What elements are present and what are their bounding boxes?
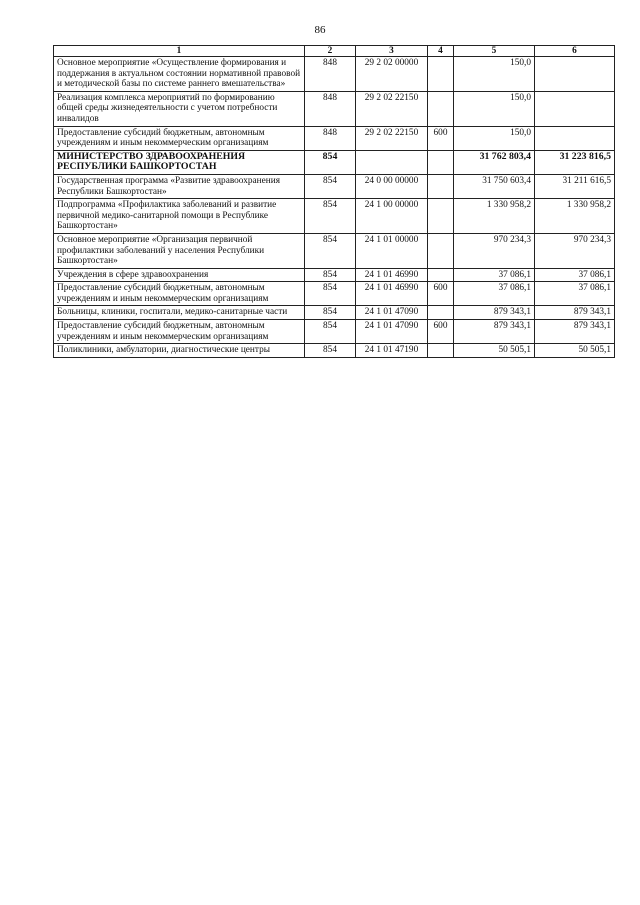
row-amount-year2-cell: [535, 57, 615, 92]
budget-table: [53, 45, 615, 358]
row-target-code-cell: [356, 150, 428, 174]
row-name-cell: Предоставление субсидий бюджетным, автономным учреждениям и иным некоммерческим организациям: [54, 282, 305, 306]
table-row: [54, 126, 615, 150]
column-header: 6: [535, 46, 615, 57]
row-amount-year1-cell: 150,0: [454, 91, 535, 126]
row-name-cell: Основное мероприятие «Осуществление формирования и поддержания в актуальном состоянии нормативной правовой и методической базы по системе раннего вмешательства»: [54, 57, 305, 92]
row-name-cell: Поликлиники, амбулатории, диагностические центры: [54, 344, 305, 358]
row-amount-year2-cell: [535, 126, 615, 150]
table-row: [54, 320, 615, 344]
row-name-cell: МИНИСТЕРСТВО ЗДРАВООХРАНЕНИЯ РЕСПУБЛИКИ БАШКОРТОСТАН: [54, 150, 305, 174]
row-amount-year1-cell: 37 086,1: [454, 268, 535, 282]
row-expense-type-cell: 600: [428, 126, 454, 150]
row-admin-code-cell: 854: [305, 344, 356, 358]
row-admin-code-cell: 848: [305, 57, 356, 92]
row-target-code-cell: 24 1 01 46990: [356, 282, 428, 306]
row-admin-code-cell: 854: [305, 268, 356, 282]
row-target-code-cell: 24 1 00 00000: [356, 199, 428, 234]
table-row: [54, 233, 615, 268]
row-amount-year1-cell: 50 505,1: [454, 344, 535, 358]
row-amount-year2-cell: [535, 91, 615, 126]
row-admin-code-cell: 848: [305, 91, 356, 126]
column-header: 3: [356, 46, 428, 57]
row-expense-type-cell: 600: [428, 320, 454, 344]
row-name-cell: Государственная программа «Развитие здравоохранения Республики Башкортостан»: [54, 174, 305, 198]
row-expense-type-cell: 600: [428, 282, 454, 306]
row-amount-year2-cell: 879 343,1: [535, 306, 615, 320]
column-header: 4: [428, 46, 454, 57]
table-row: [54, 91, 615, 126]
row-target-code-cell: 29 2 02 00000: [356, 57, 428, 92]
table-header-row: [54, 46, 615, 57]
row-name-cell: Предоставление субсидий бюджетным, автономным учреждениям и иным некоммерческим организациям: [54, 126, 305, 150]
table-row: [54, 174, 615, 198]
column-header: 2: [305, 46, 356, 57]
table-row: [54, 199, 615, 234]
row-expense-type-cell: [428, 306, 454, 320]
row-expense-type-cell: [428, 199, 454, 234]
row-amount-year1-cell: 150,0: [454, 57, 535, 92]
row-name-cell: Основное мероприятие «Организация первичной профилактики заболеваний у населения Республики Башкортостан»: [54, 233, 305, 268]
row-target-code-cell: 29 2 02 22150: [356, 126, 428, 150]
row-name-cell: Подпрограмма «Профилактика заболеваний и развитие первичной медико-санитарной помощи в Республике Башкортостан»: [54, 199, 305, 234]
row-target-code-cell: 24 0 00 00000: [356, 174, 428, 198]
row-amount-year2-cell: 31 223 816,5: [535, 150, 615, 174]
row-expense-type-cell: [428, 91, 454, 126]
row-amount-year2-cell: 1 330 958,2: [535, 199, 615, 234]
row-amount-year2-cell: 37 086,1: [535, 268, 615, 282]
row-expense-type-cell: [428, 174, 454, 198]
table-row: [54, 268, 615, 282]
row-amount-year1-cell: 150,0: [454, 126, 535, 150]
table-row: [54, 150, 615, 174]
table-row: [54, 282, 615, 306]
row-admin-code-cell: 854: [305, 320, 356, 344]
row-expense-type-cell: [428, 233, 454, 268]
row-name-cell: Учреждения в сфере здравоохранения: [54, 268, 305, 282]
row-amount-year1-cell: 879 343,1: [454, 306, 535, 320]
row-admin-code-cell: 854: [305, 233, 356, 268]
row-amount-year1-cell: 970 234,3: [454, 233, 535, 268]
row-admin-code-cell: 854: [305, 199, 356, 234]
row-admin-code-cell: 854: [305, 150, 356, 174]
row-target-code-cell: 24 1 01 00000: [356, 233, 428, 268]
row-amount-year2-cell: 879 343,1: [535, 320, 615, 344]
row-target-code-cell: 24 1 01 46990: [356, 268, 428, 282]
table-body: [54, 57, 615, 358]
row-amount-year2-cell: 37 086,1: [535, 282, 615, 306]
row-admin-code-cell: 848: [305, 126, 356, 150]
row-target-code-cell: 24 1 01 47190: [356, 344, 428, 358]
table-row: [54, 344, 615, 358]
row-expense-type-cell: [428, 268, 454, 282]
row-expense-type-cell: [428, 344, 454, 358]
row-amount-year1-cell: 31 750 603,4: [454, 174, 535, 198]
table-row: [54, 306, 615, 320]
row-amount-year2-cell: 970 234,3: [535, 233, 615, 268]
row-amount-year1-cell: 1 330 958,2: [454, 199, 535, 234]
row-target-code-cell: 29 2 02 22150: [356, 91, 428, 126]
row-name-cell: Больницы, клиники, госпитали, медико-санитарные части: [54, 306, 305, 320]
row-amount-year2-cell: 31 211 616,5: [535, 174, 615, 198]
row-amount-year2-cell: 50 505,1: [535, 344, 615, 358]
column-header: 5: [454, 46, 535, 57]
row-amount-year1-cell: 37 086,1: [454, 282, 535, 306]
row-target-code-cell: 24 1 01 47090: [356, 306, 428, 320]
table-row: [54, 57, 615, 92]
page-number: 86: [314, 24, 326, 36]
column-header: 1: [54, 46, 305, 57]
row-expense-type-cell: [428, 57, 454, 92]
row-name-cell: Предоставление субсидий бюджетным, автономным учреждениям и иным некоммерческим организациям: [54, 320, 305, 344]
row-admin-code-cell: 854: [305, 174, 356, 198]
row-target-code-cell: 24 1 01 47090: [356, 320, 428, 344]
row-expense-type-cell: [428, 150, 454, 174]
row-admin-code-cell: 854: [305, 282, 356, 306]
row-admin-code-cell: 854: [305, 306, 356, 320]
row-amount-year1-cell: 31 762 803,4: [454, 150, 535, 174]
row-amount-year1-cell: 879 343,1: [454, 320, 535, 344]
row-name-cell: Реализация комплекса мероприятий по формированию общей среды жизнедеятельности с учетом потребности инвалидов: [54, 91, 305, 126]
